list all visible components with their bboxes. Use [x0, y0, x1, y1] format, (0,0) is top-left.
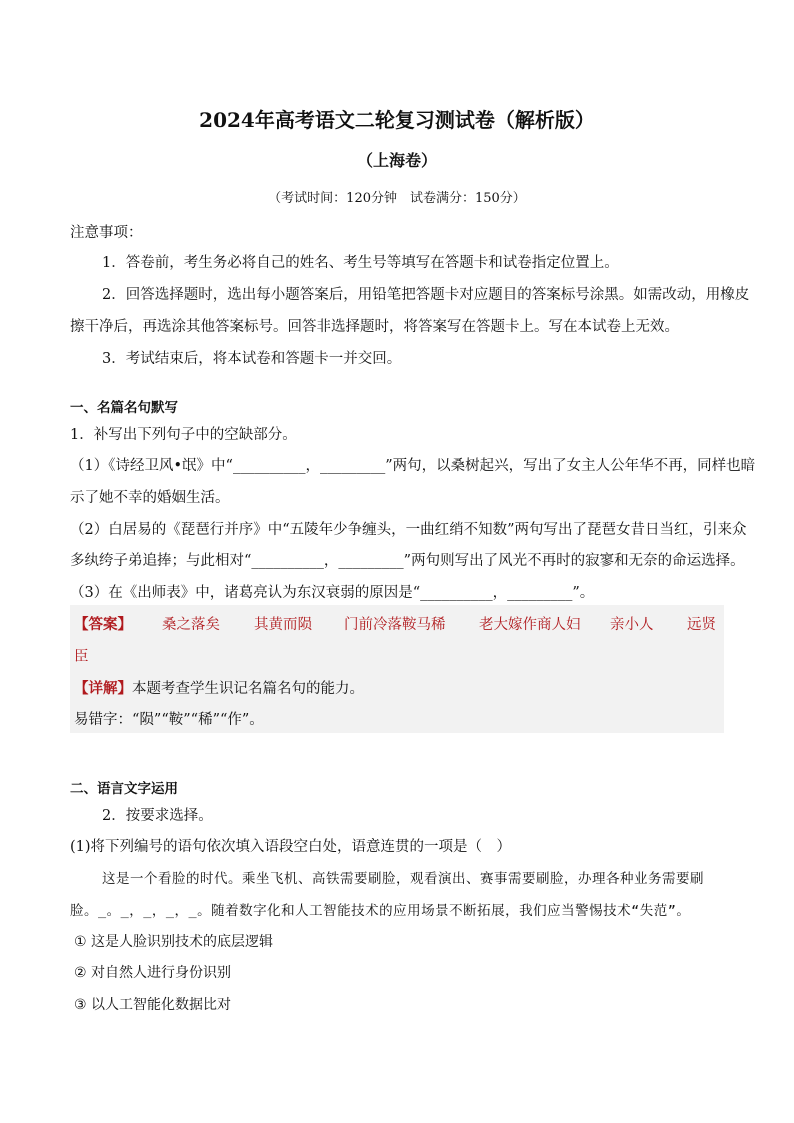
detail-label: 【详解】: [74, 680, 132, 697]
passage-line-2: 脸。_。_，_，_，_。随着数字化和人工智能技术的应用场景不断拓展，我们应当警惕技术“失范”。: [70, 903, 691, 919]
question-1-line-2: 示了她不幸的婚姻生活。: [70, 490, 230, 506]
question-2: 2．按要求选择。: [102, 808, 213, 824]
option-2: ② 对自然人进行身份识别: [74, 965, 232, 981]
answer-3: 门前冷落鞍马稀: [344, 617, 446, 633]
notice-item-2-cont: 擦干净后，再选涂其他答案标号。回答非选择题时，将答案写在答题卡上。写在本试卷上无效。: [70, 319, 679, 335]
document-title: 2024年高考语文二轮复习测试卷（解析版）: [199, 108, 595, 132]
typo-note: 易错字：“陨”“鞍”“稀”“作”。: [74, 712, 264, 728]
detail-line: [74, 677, 364, 698]
question-1-line-3: （2）白居易的《琵琶行并序》中“五陵年少争缠头，一曲红绡不知数”两句写出了琵琶女昔日当红，引来众: [70, 522, 747, 538]
notice-item-3: 3．考试结束后，将本试卷和答题卡一并交回。: [102, 351, 402, 367]
passage-line-1: 这是一个看脸的时代。乘坐飞机、高铁需要刷脸，观看演出、赛事需要刷脸，办理各种业务需要刷: [102, 871, 704, 887]
answer-2: 其黄而陨: [254, 617, 312, 633]
section-1-heading: 一、名篇名句默写: [70, 400, 178, 416]
notice-item-1: 1．答卷前，考生务必将自己的姓名、考生号等填写在答题卡和试卷指定位置上。: [102, 255, 619, 271]
answer-wrap: 臣: [74, 649, 89, 665]
option-1: ① 这是人脸识别技术的底层逻辑: [74, 934, 274, 950]
question-1-line-1: （1）《诗经卫风•氓》中“__________，_________”两句，以桑树起兴，写出了女主人公年华不再，同样也暗: [70, 458, 756, 474]
question-1: 1．补写出下列句子中的空缺部分。: [70, 427, 297, 443]
detail-text: 本题考查学生识记名篇名句的能力。: [132, 681, 364, 697]
notice-item-2: 2．回答选择题时，选出每小题答案后，用铅笔把答题卡对应题目的答案标号涂黑。如需改动，用橡皮: [102, 287, 750, 303]
option-3: ③ 以人工智能化数据比对: [74, 997, 232, 1013]
sub-question-1: (1)将下列编号的语句依次填入语段空白处，语意连贯的一项是（ ）: [70, 839, 512, 855]
document-subtitle: （上海卷）: [356, 151, 437, 170]
answer-label: 【答案】: [74, 616, 132, 633]
question-1-line-5: （3）在《出师表》中，诸葛亮认为东汉衰弱的原因是“__________，_________”。: [70, 585, 595, 601]
answer-6: 远贤: [687, 617, 716, 633]
answer-1: 桑之落矣: [162, 617, 220, 633]
question-1-line-4: 多纨绔子弟追捧；与此相对“__________，_________”两句则写出了风光不再时的寂寥和无奈的命运选择。: [70, 553, 745, 569]
answer-5: 亲小人: [610, 617, 654, 633]
notice-label: 注意事项：: [70, 225, 143, 241]
exam-info: （考试时间：120分钟 试卷满分：150分）: [268, 191, 526, 206]
answer-4: 老大嫁作商人妇: [479, 617, 581, 633]
section-2-heading: 二、语言文字运用: [70, 781, 178, 797]
